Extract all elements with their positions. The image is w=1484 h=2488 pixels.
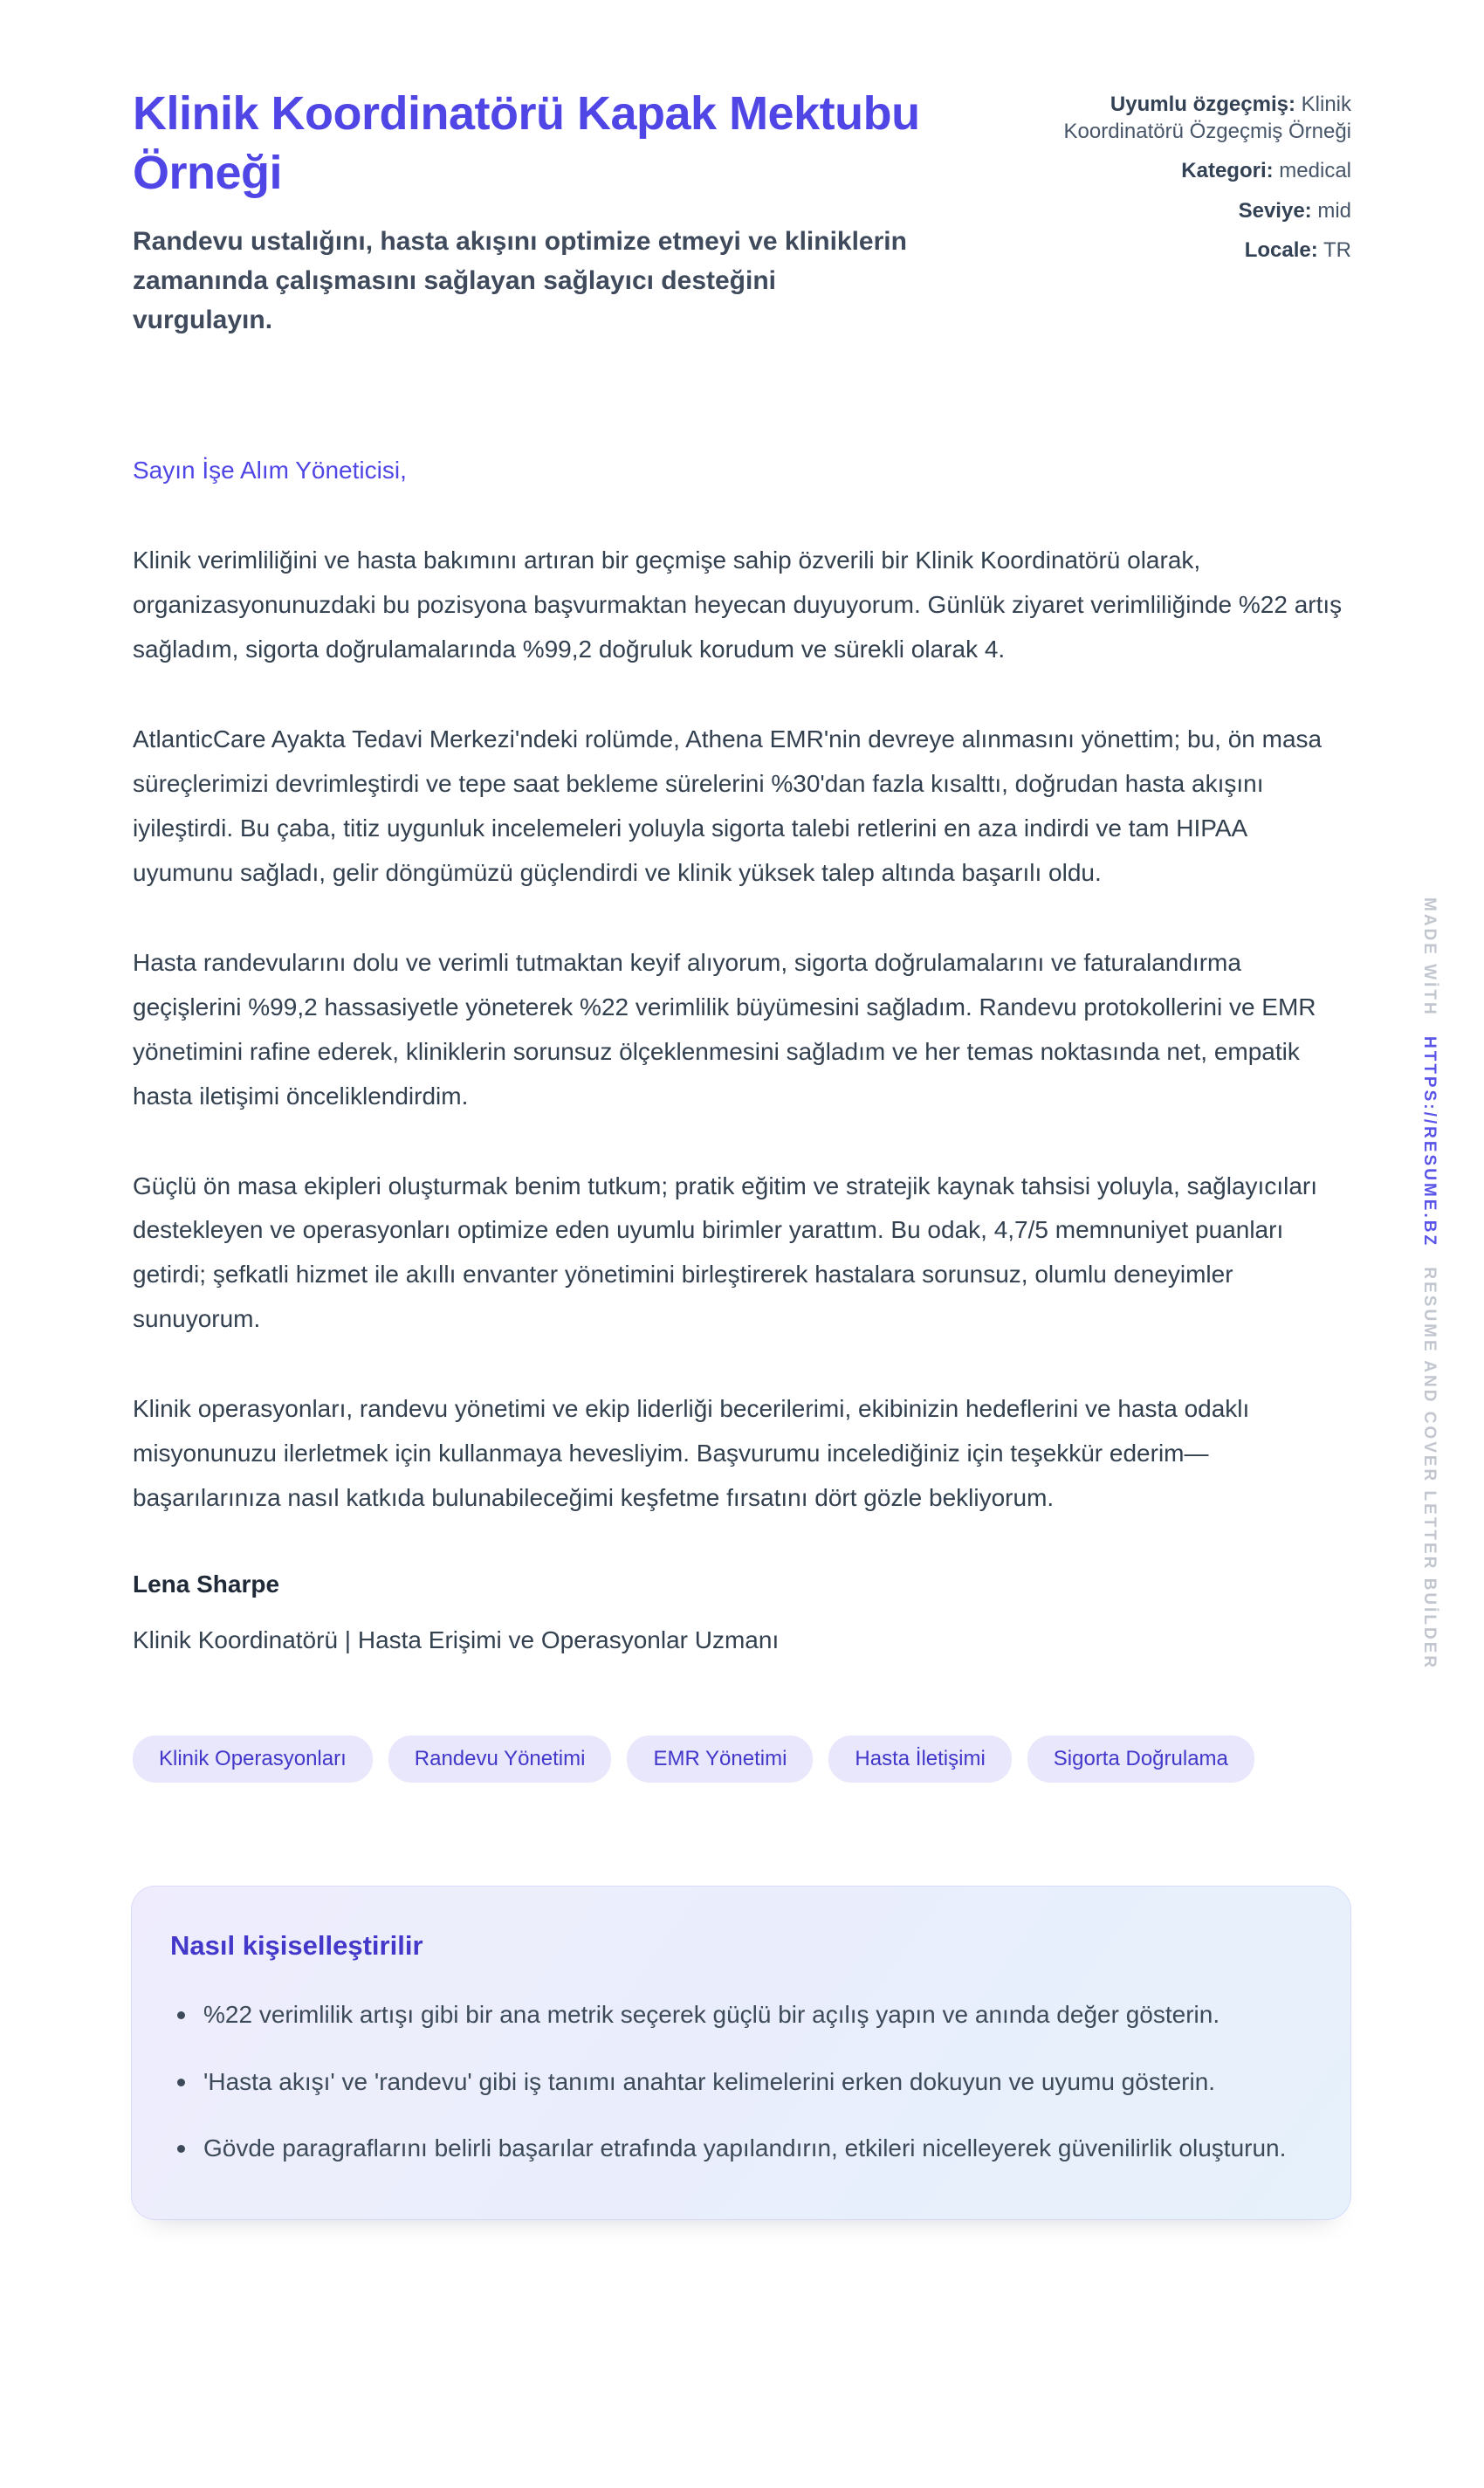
tips-box-title: Nasıl kişiselleştirilir [170, 1930, 423, 1962]
resume-bz-link[interactable]: HTTPS://RESUME.BZ [1420, 1036, 1439, 1248]
letter-salutation: Sayın İşe Alım Yöneticisi, [133, 457, 407, 485]
tips-list [170, 1993, 1303, 2170]
header-title-block [133, 84, 1023, 340]
skill-tag-emr-management[interactable]: EMR Yönetimi [627, 1735, 813, 1783]
watermark-suffix: RESUME AND COVER LETTER BUİLDER [1420, 1267, 1439, 1671]
meta-row-matching-resume [1050, 91, 1351, 145]
cover-letter-body [0, 449, 1484, 1659]
letter-paragraph: Klinik verimliliğini ve hasta bakımını artıran bir geçmişe sahip özverili bir Klinik Koordinatörü olarak, organizasyonunuzdaki bu pozisyona başvurmaktan heyecan duyuyorum. Günlük ziyaret verimliliğinde %22 artış sağladım, sigorta doğrulamalarında %99,2 doğruluk korudum ve sürekli olarak 4. [133, 546, 1343, 663]
meta-row-level [1050, 197, 1351, 224]
meta-label: Kategori: [1181, 159, 1274, 183]
page-subtitle: Randevu ustalığını, hasta akışını optimize etmeyi ve kliniklerin zamanında çalışmasını sağlayan sağlayıcı desteğini vurgulayın. [133, 227, 907, 335]
meta-row-locale [1050, 237, 1351, 264]
made-with-watermark [1419, 897, 1439, 1670]
meta-value-locale: TR [1323, 237, 1351, 262]
meta-value-matching-resume: Klinik Koordinatörü Özgeçmiş Örneği [1063, 93, 1351, 144]
letter-paragraph: Güçlü ön masa ekipleri oluşturmak benim tutkum; pratik eğitim ve stratejik kaynak tahsisi yoluyla, sağlayıcıları destekleyen ve operasyonları optimize eden uyumlu birimler yarattım. Bu odak, 4,7/5 memnuniyet puanları getirdi; şefkatli hizmet ile akıllı envanter yönetimini birleştirerek hastalara sorunsuz, olumlu deneyimler sunuyorum. [133, 1172, 1317, 1333]
personalization-tips-box [131, 1886, 1351, 2220]
meta-value-category: medical [1279, 159, 1351, 183]
skill-tag-appointment-management[interactable]: Randevu Yönetimi [388, 1735, 612, 1783]
tips-list-item: Gövde paragraflarını belirli başarılar etrafında yapılandırın, etkileri nicelleyerek güvenilirlik oluşturun. [170, 2127, 1288, 2170]
meta-row-category [1050, 157, 1351, 184]
page-title: Klinik Koordinatörü Kapak Mektubu Örneği [133, 87, 920, 200]
watermark-prefix: MADE WİTH [1420, 897, 1439, 1017]
skill-tag-list [0, 1735, 1484, 1783]
signature-name: Lena Sharpe [133, 1570, 280, 1598]
skill-tag-clinic-operations[interactable]: Klinik Operasyonları [133, 1735, 373, 1783]
page-header [0, 0, 1484, 340]
skill-tag-patient-communication[interactable]: Hasta İletişimi [828, 1735, 1011, 1783]
meta-label: Seviye: [1238, 198, 1312, 223]
letter-paragraph: Klinik operasyonları, randevu yönetimi ve ekip liderliği becerilerimi, ekibinizin hedeflerini ve hasta odaklı misyonunuzu ilerletmek için kullanmaya hevesliyim. Başvurumu incelediğiniz için teşekkür ederim—başarılarınıza nasıl katkıda bulunabileceğimi keşfetme fırsatını dört gözle bekliyorum. [133, 1395, 1250, 1512]
letter-paragraph: Hasta randevularını dolu ve verimli tutmaktan keyif alıyorum, sigorta doğrulamalarını ve faturalandırma geçişlerini %99,2 hassasiyetle yöneterek %22 verimlilik büyümesini sağladım. Randevu protokollerini ve EMR yönetimini rafine ederek, kliniklerin sorunsuz ölçeklenmesini sağladım ve her temas noktasında net, empatik hasta iletişimi önceliklendirdim. [133, 948, 1316, 1110]
signature-role: Klinik Koordinatörü | Hasta Erişimi ve Operasyonlar Uzmanı [133, 1626, 780, 1654]
meta-value-level: mid [1317, 198, 1351, 223]
skill-tag-insurance-verification[interactable]: Sigorta Doğrulama [1027, 1735, 1254, 1783]
meta-label: Uyumlu özgeçmiş: [1110, 93, 1295, 116]
meta-label: Locale: [1244, 237, 1318, 262]
tips-list-item: %22 verimlilik artışı gibi bir ana metrik seçerek güçlü bir açılış yapın ve anında değer gösterin. [170, 1993, 1288, 2037]
example-metadata [1050, 84, 1351, 276]
letter-paragraph: AtlanticCare Ayakta Tedavi Merkezi'ndeki rolümde, Athena EMR'nin devreye alınmasını yönettim; bu, ön masa süreçlerimizi devrimleştirdi ve tepe saat bekleme sürelerini %30'dan fazla kısalttı, doğrudan hasta akışını iyileştirdi. Bu çaba, titiz uygunluk incelemeleri yoluyla sigorta talebi retlerini en aza indirdi ve tam HIPAA uyumunu sağladı, gelir döngümüzü güçlendirdi ve klinik yüksek talep altında başarılı oldu. [133, 725, 1323, 886]
tips-list-item: 'Hasta akışı' ve 'randevu' gibi iş tanımı anahtar kelimelerini erken dokuyun ve uyumu gösterin. [170, 2060, 1288, 2104]
